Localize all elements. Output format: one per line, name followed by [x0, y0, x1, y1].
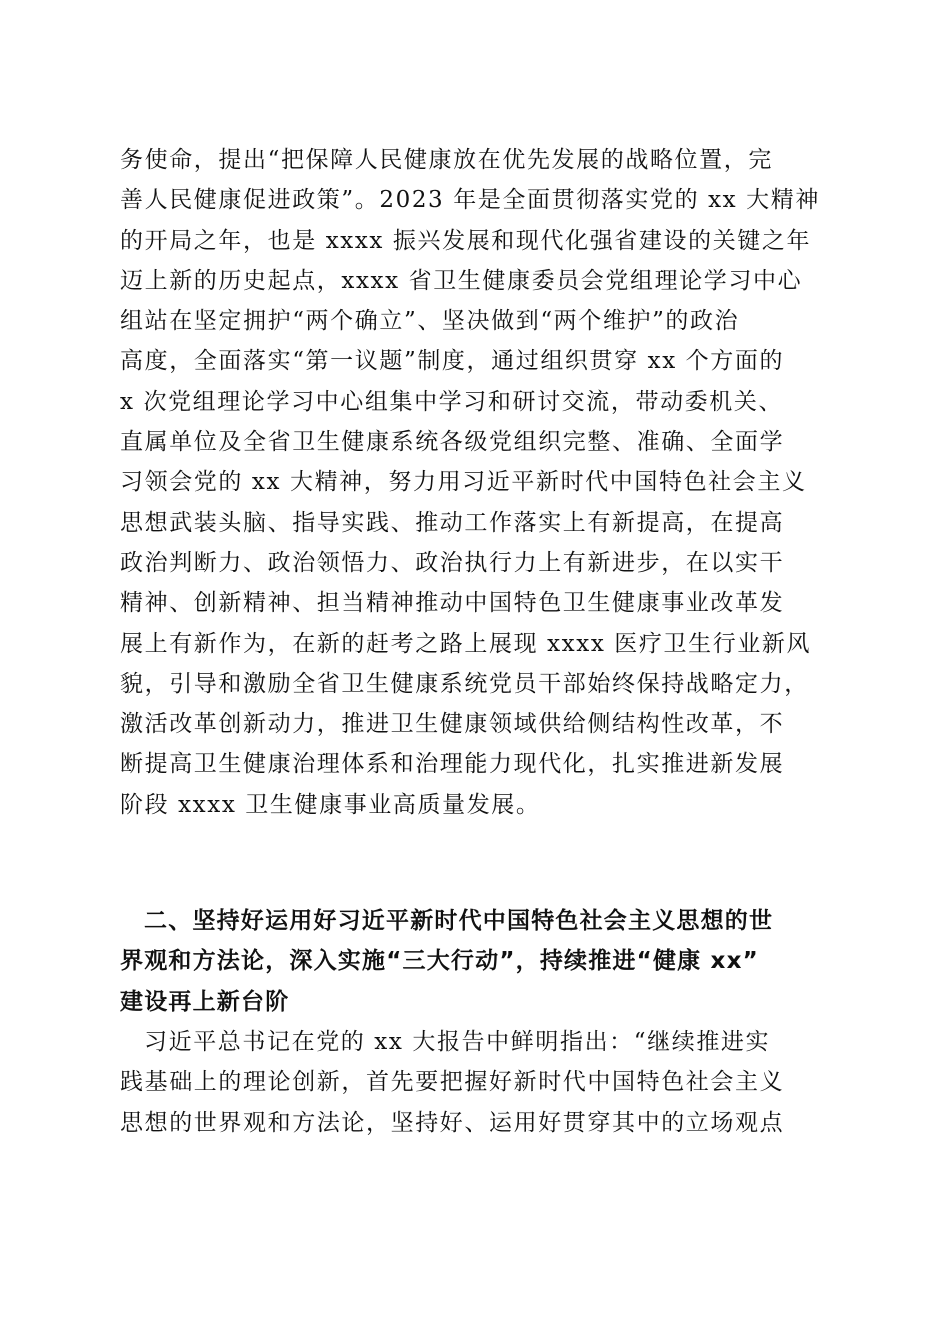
paragraph-line: 政治判断力、政治领悟力、政治执行力上有新进步，在以实干	[120, 549, 785, 576]
heading-line: 界观和方法论，深入实施“三大行动”，持续推进“健康 xx”	[120, 948, 759, 975]
paragraph-line: 貌，引导和激励全省卫生健康系统党员干部始终保持战略定力，	[120, 670, 809, 697]
paragraph-line: 阶段 xxxx 卫生健康事业高质量发展。	[120, 791, 541, 818]
paragraph-line: 直属单位及全省卫生健康系统各级党组织完整、准确、全面学	[120, 429, 785, 456]
paragraph-line: 迈上新的历史起点，xxxx 省卫生健康委员会党组理论学习中心	[120, 267, 803, 294]
section-heading-2	[120, 901, 840, 1022]
paragraph-line: 习近平总书记在党的 xx 大报告中鲜明指出：“继续推进实	[144, 1029, 771, 1055]
paragraph-line: 高度，全面落实“第一议题”制度，通过组织贯穿 xx 个方面的	[120, 348, 785, 375]
paragraph-line: 激活改革创新动力，推进卫生健康领域供给侧结构性改革，不	[120, 711, 785, 738]
heading-line: 二、坚持好运用好习近平新时代中国特色社会主义思想的世	[144, 908, 774, 934]
paragraph-line: 组站在坚定拥护“两个确立”、坚决做到“两个维护”的政治	[120, 308, 740, 335]
paragraph-line: 的开局之年，也是 xxxx 振兴发展和现代化强省建设的关键之年	[120, 227, 812, 254]
paragraph-line: 习领会党的 xx 大精神，努力用习近平新时代中国特色社会主义	[120, 469, 807, 496]
paragraph-line: 践基础上的理论创新，首先要把握好新时代中国特色社会主义	[120, 1069, 785, 1096]
paragraph-line: 思想的世界观和方法论，坚持好、运用好贯穿其中的立场观点	[120, 1109, 785, 1136]
body-paragraph-1	[120, 140, 840, 825]
paragraph-line: 断提高卫生健康治理体系和治理能力现代化，扎实推进新发展	[120, 751, 785, 778]
paragraph-line: 务使命，提出“把保障人民健康放在优先发展的战略位置，完	[120, 147, 773, 173]
paragraph-line: 善人民健康促进政策”。2023 年是全面贯彻落实党的 xx 大精神	[120, 187, 820, 214]
body-paragraph-2	[120, 1022, 840, 1143]
paragraph-line: 展上有新作为，在新的赶考之路上展现 xxxx 医疗卫生行业新风	[120, 630, 812, 657]
heading-line: 建设再上新台阶	[120, 988, 290, 1015]
paragraph-line: 思想武装头脑、指导实践、推动工作落实上有新提高，在提高	[120, 509, 785, 536]
paragraph-line: 精神、创新精神、担当精神推动中国特色卫生健康事业改革发	[120, 590, 785, 617]
paragraph-line: x 次党组理论学习中心组集中学习和研讨交流，带动委机关、	[120, 388, 784, 415]
